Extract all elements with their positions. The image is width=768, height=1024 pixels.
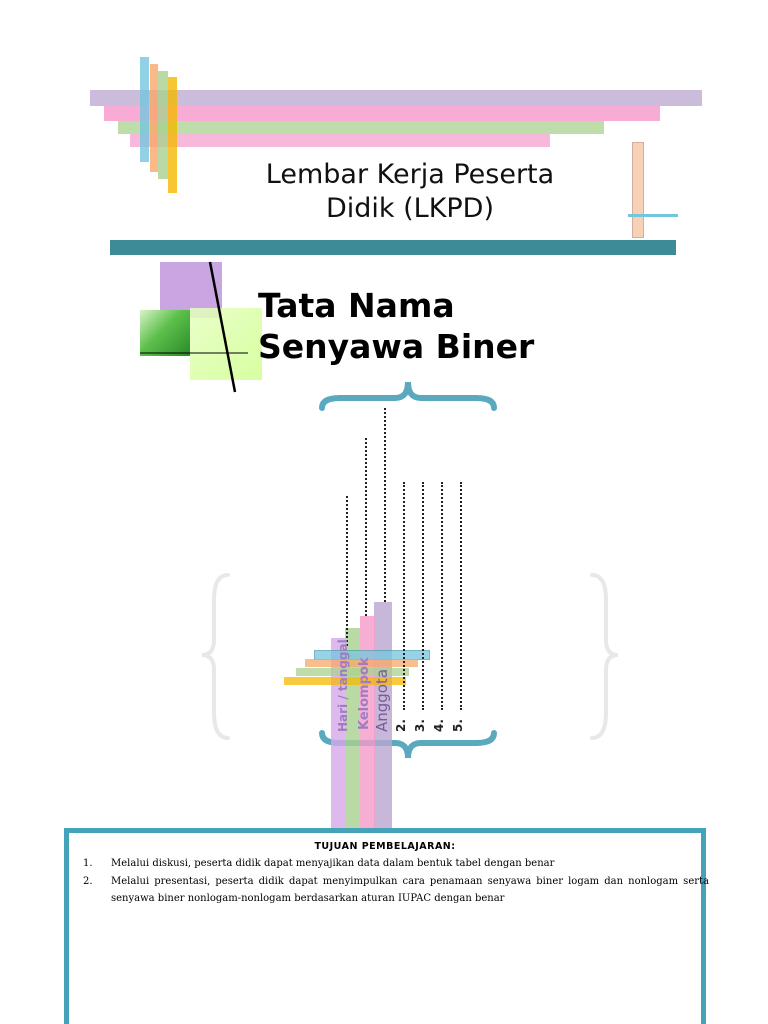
left-faint-brace [202, 575, 228, 738]
id-bar-green [296, 668, 409, 676]
objectives-heading: TUJUAN PEMBELAJARAN: [314, 841, 456, 852]
kelompok-dotted-line [365, 438, 367, 616]
worksheet-title-line2: Didik (LKPD) [325, 193, 495, 224]
topic-title-line1: Tata Nama [258, 286, 455, 325]
member-4-line [441, 482, 443, 710]
member-3-number: 3. [413, 719, 427, 732]
hari-tanggal-label: Hari / tanggal [336, 639, 350, 732]
member-4-number: 4. [432, 719, 446, 732]
hari-dotted-line [346, 496, 348, 646]
member-2-number: 2. [394, 719, 408, 732]
topic-title-line2: Senyawa Biner [258, 327, 535, 366]
right-faint-brace [592, 575, 618, 738]
objective-text: Melalui presentasi, peserta didik dapat menyimpulkan cara penamaan senyawa biner logam dan nonlogam serta senyawa biner nonlogam-nonlogam berdasarkan aturan IUPAC dengan benar [111, 876, 709, 904]
worksheet-title-line1: Lembar Kerja Peserta [265, 159, 555, 190]
top-brace [322, 382, 494, 408]
objective-number: 2. [83, 876, 93, 887]
member-2-line [403, 482, 405, 710]
kelompok-label: Kelompok [357, 657, 372, 730]
member-5-line [460, 482, 462, 710]
member-5-number: 5. [451, 719, 465, 732]
anggota-label: Anggota [373, 668, 391, 732]
member-3-line [422, 482, 424, 710]
objective-text: Melalui diskusi, peserta didik dapat menyajikan data dalam bentuk tabel dengan benar [111, 858, 555, 869]
objective-number: 1. [83, 858, 93, 869]
learning-objectives-box [64, 828, 709, 1024]
anggota-dotted-line [384, 408, 386, 602]
